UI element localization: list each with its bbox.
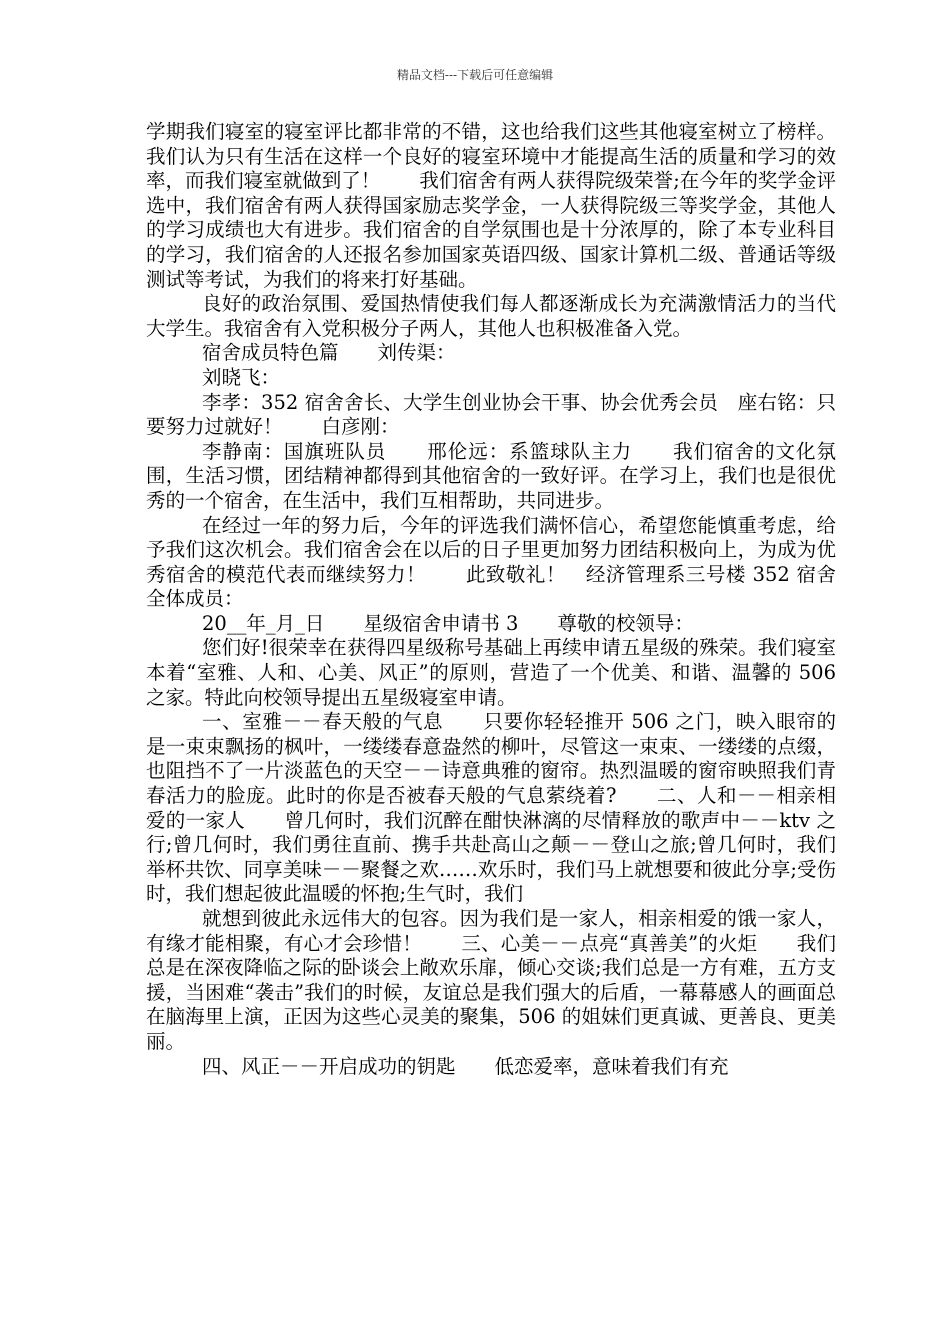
paragraph-3: 宿舍成员特色篇 刘传渠：	[202, 341, 456, 365]
paragraph-1: 学期我们寝室的寝室评比都非常的不错，这也给我们这些其他寝室树立了榜样。我们认为只有生活在这样一个良好的寝室环境中才能提高生活的质量和学习的效率，而我们寝室就做到了！ 我们宿舍有两人获得院级荣誉;在今年的奖学金评选中，我们宿舍有两人获得国家励志奖学金，一人获得院级三等奖学金，其他人的学习成绩也大有进步。我们宿舍的自学氛围也是十分浓厚的，除了本专业科目的学习，我们宿舍的人还报名参加国家英语四级、国家计算机二级、普通话等级测试等考试，为我们的将来打好基础。	[146, 120, 836, 291]
paragraph-5: 李孝：352 宿舍舍长、大学生创业协会干事、协会优秀会员 座右铭：只要努力过就好！ 白彦刚：	[146, 390, 836, 439]
document-body	[146, 120, 836, 1079]
paragraph-7: 在经过一年的努力后，今年的评选我们满怀信心，希望您能慎重考虑，给予我们这次机会。我们宿舍会在以后的日子里更加努力团结积极向上，为成为优秀宿舍的模范代表而继续努力！ 此致敬礼！ 经济管理系三号楼 352 宿舍全体成员：	[146, 513, 836, 611]
paragraph-4: 刘晓飞：	[202, 365, 281, 389]
paragraph-2: 良好的政治氛围、爱国热情使我们每人都逐渐成长为充满激情活力的当代大学生。我宿舍有入党积极分子两人，其他人也积极准备入党。	[146, 292, 836, 340]
paragraph-9: 您们好!很荣幸在获得四星级称号基础上再续申请五星级的殊荣。我们寝室本着“室雅、人和、心美、风正”的原则，营造了一个优美、和谐、温馨的 506 之家。特此向校领导提出五星级寝室申请。	[146, 636, 836, 709]
page-header-caption: 精品文档---下载后可任意编辑	[396, 68, 554, 82]
paragraph-10: 一、室雅－－春天般的气息 只要你轻轻推开 506 之门，映入眼帘的是一束束飘扬的枫叶，一缕缕春意盎然的柳叶，尽管这一束束、一缕缕的点缀，也阻挡不了一片淡蓝色的天空－－诗意典雅的窗帘。热烈温暖的窗帘映照我们青春活力的脸庞。此时的你是否被春天般的气息萦绕着? 二、人和－－相亲相爱的一家人 曾几何时，我们沉醉在酣快淋漓的尽情释放的歌声中－－ktv 之行;曾几何时，我们勇往直前、携手共赴高山之颠－－登山之旅;曾几何时，我们举杯共饮、同享美味－－聚餐之欢……欢乐时，我们马上就想要和彼此分享;受伤时，我们想起彼此温暖的怀抱;生气时，我们	[146, 710, 836, 906]
paragraph-12: 四、风正－－开启成功的钥匙 低恋爱率，意味着我们有充	[202, 1054, 729, 1078]
paragraph-6: 李静南：国旗班队员 邢伦远：系篮球队主力 我们宿舍的文化氛围，生活习惯，团结精神都得到其他宿舍的一致好评。在学习上，我们也是很优秀的一个宿舍，在生活中，我们互相帮助，共同进步。	[146, 439, 836, 512]
paragraph-8: 20__年_月_日 星级宿舍申请书 3 尊敬的校领导：	[202, 611, 694, 635]
paragraph-11: 就想到彼此永远伟大的包容。因为我们是一家人，相亲相爱的饿一家人，有缘才能相聚，有心才会珍惜！ 三、心美－－点亮“真善美”的火炬 我们总是在深夜降临之际的卧谈会上敞欢乐扉，倾心交谈;我们总是一方有难，五方支援，当困难“袭击”我们的时候，友谊总是我们强大的后盾，一幕幕感人的画面总在脑海里上演，正因为这些心灵美的聚集，506 的姐妹们更真诚、更善良、更美丽。	[146, 907, 836, 1053]
